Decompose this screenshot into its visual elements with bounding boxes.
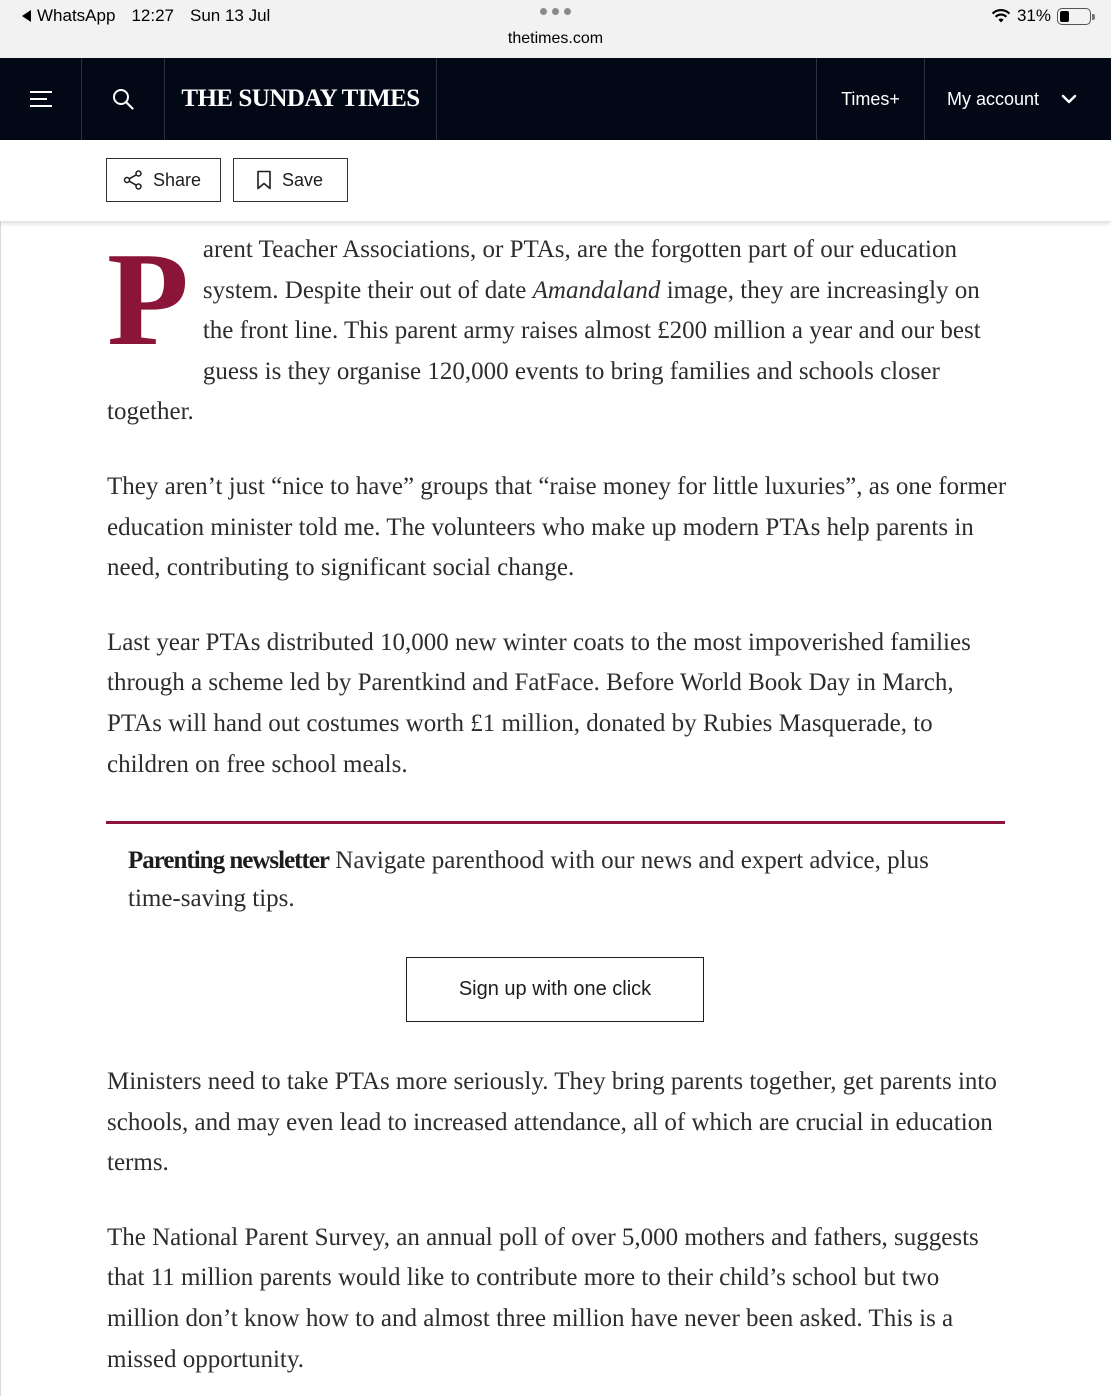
masthead	[0, 58, 1111, 140]
back-to-app-link[interactable]	[22, 6, 115, 26]
article-paragraph: Ministers need to take PTAs more seriously. They bring parents together, get parents into schools, and may even lead to increased attendance, all of which are crucial in education terms.	[107, 1068, 997, 1177]
back-arrow-icon	[22, 10, 31, 22]
ios-status-bar	[0, 0, 1111, 58]
italic-title: Amandaland	[532, 276, 661, 304]
newsletter-text	[106, 824, 1005, 918]
article-body-continued	[107, 1062, 1007, 1396]
bookmark-icon	[256, 170, 272, 190]
viewport-edge-divider	[0, 221, 1, 1396]
article-paragraph: They aren’t just “nice to have” groups that “raise money for little luxuries”, as one former education minister told me. The volunteers who make up modern PTAs help parents in need, contributing to significant social change.	[107, 472, 1007, 582]
save-label: Save	[282, 169, 324, 190]
save-button[interactable]	[233, 158, 348, 202]
hamburger-menu-icon	[30, 86, 52, 112]
share-button[interactable]	[106, 158, 221, 202]
newsletter-title: Parenting newsletter	[128, 847, 330, 874]
address-bar-url[interactable]: thetimes.com	[507, 30, 604, 47]
status-right	[991, 6, 1091, 26]
battery-percent: 31%	[1016, 6, 1051, 25]
status-time: 12:27	[131, 6, 174, 25]
wifi-icon	[991, 8, 1011, 24]
site-logo: THE SUNDAY TIMES	[181, 85, 420, 112]
paragraph-text: arent Teacher Associations, or PTAs, are the forgotten part of our education system. Despite their out of date	[202, 236, 957, 304]
article-body	[107, 226, 1007, 819]
paragraph-text: image, they are increasingly on the front line. This parent army raises almost £200 million a year and our best guess is they organise 120,000 events to bring families and schools closer together.	[107, 276, 981, 426]
newsletter-promo	[106, 821, 1005, 1000]
share-icon	[123, 170, 143, 190]
status-left	[22, 6, 270, 26]
battery-icon	[1057, 8, 1091, 25]
article-paragraph	[107, 226, 1007, 433]
search-icon	[111, 87, 135, 111]
site-logo-link[interactable]	[165, 58, 437, 140]
status-date: Sun 13 Jul	[189, 6, 271, 25]
article-paragraph: The National Parent Survey, an annual poll of over 5,000 mothers and fathers, suggests that 11 million parents would like to contribute more to their child’s school but two million don’t know how to and almost three million have never been asked. This is a missed opportunity.	[107, 1223, 979, 1373]
newsletter-signup-button[interactable]: Sign up with one click	[406, 957, 704, 1022]
chevron-down-icon	[1061, 94, 1077, 104]
drop-cap: P	[107, 225, 189, 373]
multitasking-dots-icon[interactable]	[540, 8, 571, 15]
my-account-button[interactable]	[925, 58, 1111, 140]
share-label: Share	[153, 169, 202, 190]
back-app-label: WhatsApp	[37, 6, 116, 25]
article-toolbar	[0, 140, 1111, 221]
newsletter-description: Navigate parenthood with our news and expert advice, plus time-saving tips.	[128, 847, 929, 912]
times-plus-link[interactable]: Times+	[816, 58, 925, 140]
article-paragraph: Last year PTAs distributed 10,000 new winter coats to the most impoverished families through a scheme led by Parentkind and FatFace. Before World Book Day in March, PTAs will hand out costumes worth £1 million, donated by Rubies Masquerade, to children on free school meals.	[107, 628, 971, 778]
menu-button[interactable]	[0, 58, 82, 140]
search-button[interactable]	[82, 58, 165, 140]
my-account-label: My account	[947, 88, 1040, 109]
